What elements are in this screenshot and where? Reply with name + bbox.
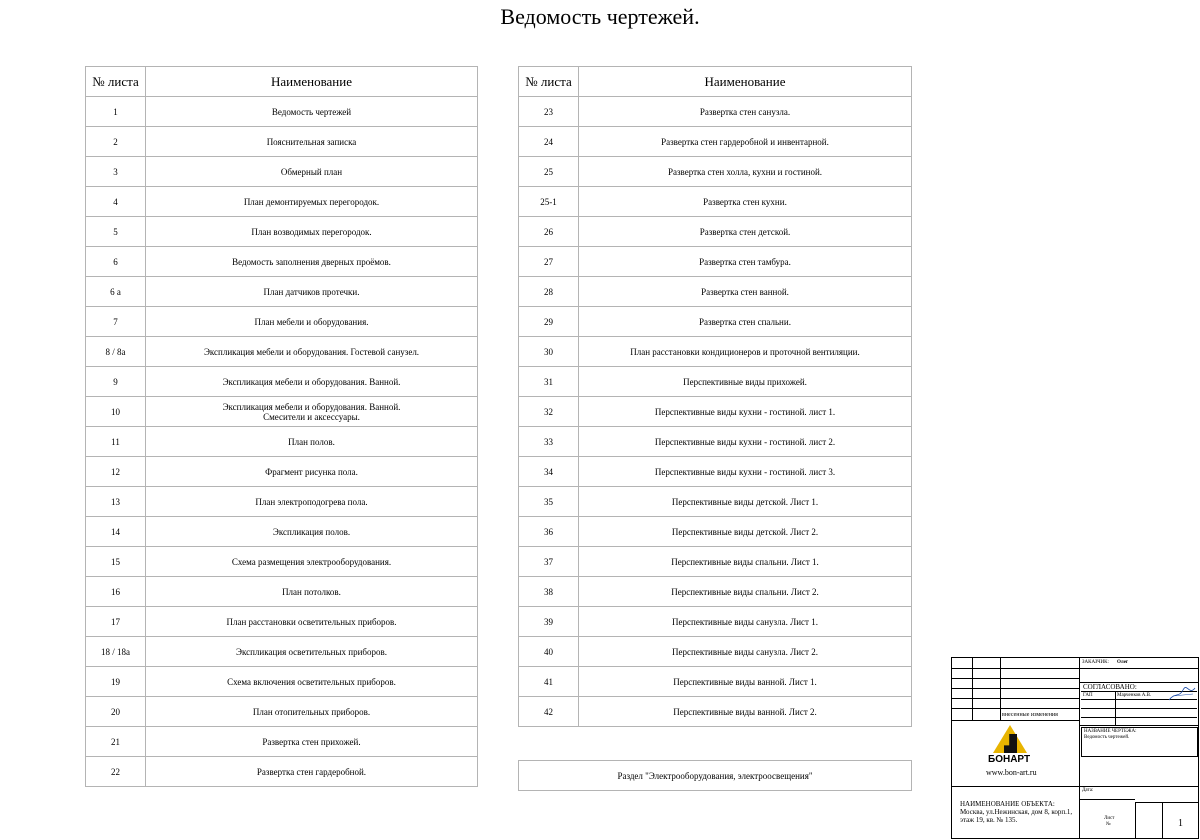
client-name: Олег [1117,660,1129,665]
drawings-table-left [85,66,478,787]
drawing-label: НАЗВАНИЕ ЧЕРТЕЖА: [1084,729,1137,734]
client-label: ЗАКАЗЧИК: [1082,660,1109,665]
table-row [86,637,478,667]
sheet-name: План мебели и оборудования. [146,307,478,337]
table-row [519,487,912,517]
table-row [519,337,912,367]
table-row [86,427,478,457]
table-row [86,757,478,787]
sheet-number: 40 [519,637,579,667]
sheet-number: 34 [519,457,579,487]
sheet-name [146,397,478,427]
sheet-number: 17 [86,607,146,637]
table-row [519,457,912,487]
sheet-number: 26 [519,217,579,247]
changes-label: внесенные изменения [1002,712,1058,718]
sheet-name: Схема размещения электрооборудования. [146,547,478,577]
sheet-number: 41 [519,667,579,697]
sheet-name: Развертка стен прихожей. [146,727,478,757]
table-row [519,637,912,667]
table-row [519,697,912,727]
sheet-number: 28 [519,277,579,307]
sheet-name: Ведомость заполнения дверных проёмов. [146,247,478,277]
sheet-number: 38 [519,577,579,607]
object-label: НАИМЕНОВАНИЕ ОБЪЕКТА: [960,800,1055,808]
sheet-name: Развертка стен тамбура. [579,247,912,277]
signature-icon [1167,686,1197,702]
sheet-name: Ведомость чертежей [146,97,478,127]
table-row [519,217,912,247]
table-row [86,607,478,637]
sheet-number: 42 [519,697,579,727]
sheet-number: 19 [86,667,146,697]
table-row [86,307,478,337]
table-header [519,67,912,97]
sheet-name: Перспективные виды кухни - гостиной. лист 2. [579,427,912,457]
table-row [86,127,478,157]
sheet-number: 20 [86,697,146,727]
sheet-name: Экспликация полов. [146,517,478,547]
sheet-name: Обмерный план [146,157,478,187]
sheet-number: 24 [519,127,579,157]
table-row [86,667,478,697]
agreed-label: СОГЛАСОВАНО: [1083,683,1137,691]
table-row [86,97,478,127]
table-row [86,157,478,187]
sheet-number: 3 [86,157,146,187]
table-row [86,337,478,367]
table-row [519,667,912,697]
sheet-name: Развертка стен гардеробной. [146,757,478,787]
sheet-name: План датчиков протечки. [146,277,478,307]
sheet-name: Фрагмент рисунка пола. [146,457,478,487]
table-row [519,517,912,547]
sheet-name: Экспликация мебели и оборудования. Ванной. [146,367,478,397]
table-row [519,607,912,637]
sheet-name: План полов. [146,427,478,457]
sheet-number: 32 [519,397,579,427]
sheet-number: 7 [86,307,146,337]
table-row [86,697,478,727]
table-row [86,727,478,757]
sheet-number: 25-1 [519,187,579,217]
table-row [86,457,478,487]
sheet-name: План демонтируемых перегородок. [146,187,478,217]
sheet-number: 15 [86,547,146,577]
sheet-name: Перспективные виды прихожей. [579,367,912,397]
table-row [86,217,478,247]
table-row [519,277,912,307]
sheet-number: 18 / 18а [86,637,146,667]
sheet-name: План электроподогрева пола. [146,487,478,517]
sheet-number: 6 а [86,277,146,307]
table-row [519,247,912,277]
sheet-number: 11 [86,427,146,457]
table-row [86,187,478,217]
header-name: Наименование [579,67,912,97]
sheet-name: План возводимых перегородок. [146,217,478,247]
sheet-number: 13 [86,487,146,517]
table-row [519,367,912,397]
sheet-name: Схема включения осветительных приборов. [146,667,478,697]
sheet-name: Перспективные виды ванной. Лист 1. [579,667,912,697]
table-header [86,67,478,97]
drawings-table-right [518,66,912,727]
sheet-number: 16 [86,577,146,607]
sheet-number: 12 [86,457,146,487]
table-row [86,487,478,517]
header-sheet-number: № листа [86,67,146,97]
sheet-number: 5 [86,217,146,247]
sheet-name: Перспективные виды спальни. Лист 2. [579,577,912,607]
sheet-number: 35 [519,487,579,517]
table-row [86,577,478,607]
sheet-name: Экспликация осветительных приборов. [146,637,478,667]
sheet-name: Перспективные виды кухни - гостиной. лист 3. [579,457,912,487]
sheet-number: 10 [86,397,146,427]
sheet-number: 14 [86,517,146,547]
sheet-name-line2: Смесители и аксессуары. [263,411,360,422]
sheet-number: 33 [519,427,579,457]
header-name: Наименование [146,67,478,97]
table-row [519,577,912,607]
table-row [86,397,478,427]
sheet-name-line1: Экспликация мебели и оборудования. Ванной. [222,401,401,412]
sheet-name: Перспективные виды санузла. Лист 1. [579,607,912,637]
logo-text: БОНАРТ [988,754,1031,765]
sheet-name: Экспликация мебели и оборудования. Гостевой санузел. [146,337,478,367]
sheet-name: Перспективные виды ванной. Лист 2. [579,697,912,727]
sheet-number: 8 / 8а [86,337,146,367]
sheet-number: 22 [86,757,146,787]
sheet-no-label: № [1106,822,1111,827]
date-label: Дата: [1082,788,1094,793]
sheet-number: 25 [519,157,579,187]
sheet-name: Пояснительная записка [146,127,478,157]
section-label: Раздел "Электрооборудования, электроосвещения" [518,760,912,791]
sheet-name: Развертка стен детской. [579,217,912,247]
sheet-number: 23 [519,97,579,127]
sheet-name: Развертка стен гардеробной и инвентарной. [579,127,912,157]
sheet-number: 27 [519,247,579,277]
sheet-number: 37 [519,547,579,577]
table-row [519,427,912,457]
sheet-number: 1 [1178,818,1183,829]
title-block [951,657,1199,839]
table-row [519,97,912,127]
header-sheet-number: № листа [519,67,579,97]
gap-name: Марченков А.В. [1117,693,1152,698]
sheet-number: 9 [86,367,146,397]
sheet-name: Развертка стен ванной. [579,277,912,307]
sheet-number: 30 [519,337,579,367]
table-row [519,127,912,157]
sheet-number: 36 [519,517,579,547]
sheet-number: 29 [519,307,579,337]
sheet-name: Перспективные виды детской. Лист 2. [579,517,912,547]
table-row [519,187,912,217]
sheet-name: Развертка стен спальни. [579,307,912,337]
sheet-number: 1 [86,97,146,127]
object-address-line1: Москва, ул.Нежинская, дом 8, корп.1, [960,808,1073,816]
sheet-name: План потолков. [146,577,478,607]
sheet-name: Развертка стен кухни. [579,187,912,217]
sheet-name: Перспективные виды спальни. Лист 1. [579,547,912,577]
sheet-name: Перспективные виды санузла. Лист 2. [579,637,912,667]
table-row [86,547,478,577]
sheet-name: Перспективные виды детской. Лист 1. [579,487,912,517]
sheet-name: План расстановки кондиционеров и проточной вентиляции. [579,337,912,367]
table-row [519,307,912,337]
table-row [86,517,478,547]
website: www.bon-art.ru [986,768,1037,777]
table-row [86,367,478,397]
sheet-number: 2 [86,127,146,157]
sheet-label: Лист [1104,816,1115,821]
drawing-name: Ведомость чертежей. [1084,735,1130,740]
table-row [519,547,912,577]
sheet-name: План расстановки осветительных приборов. [146,607,478,637]
gap-label: ГАП [1083,693,1093,698]
sheet-name: Развертка стен санузла. [579,97,912,127]
sheet-number: 4 [86,187,146,217]
sheet-number: 6 [86,247,146,277]
page-title: Ведомость чертежей. [500,4,700,29]
sheet-number: 39 [519,607,579,637]
sheet-number: 31 [519,367,579,397]
table-row [519,397,912,427]
table-row [86,277,478,307]
sheet-name: Перспективные виды кухни - гостиной. лист 1. [579,397,912,427]
sheet-name: План отопительных приборов. [146,697,478,727]
sheet-number: 21 [86,727,146,757]
sheet-name: Развертка стен холла, кухни и гостиной. [579,157,912,187]
table-row [86,247,478,277]
table-row [519,157,912,187]
object-address-line2: этаж 19, кв. № 135. [960,816,1018,824]
